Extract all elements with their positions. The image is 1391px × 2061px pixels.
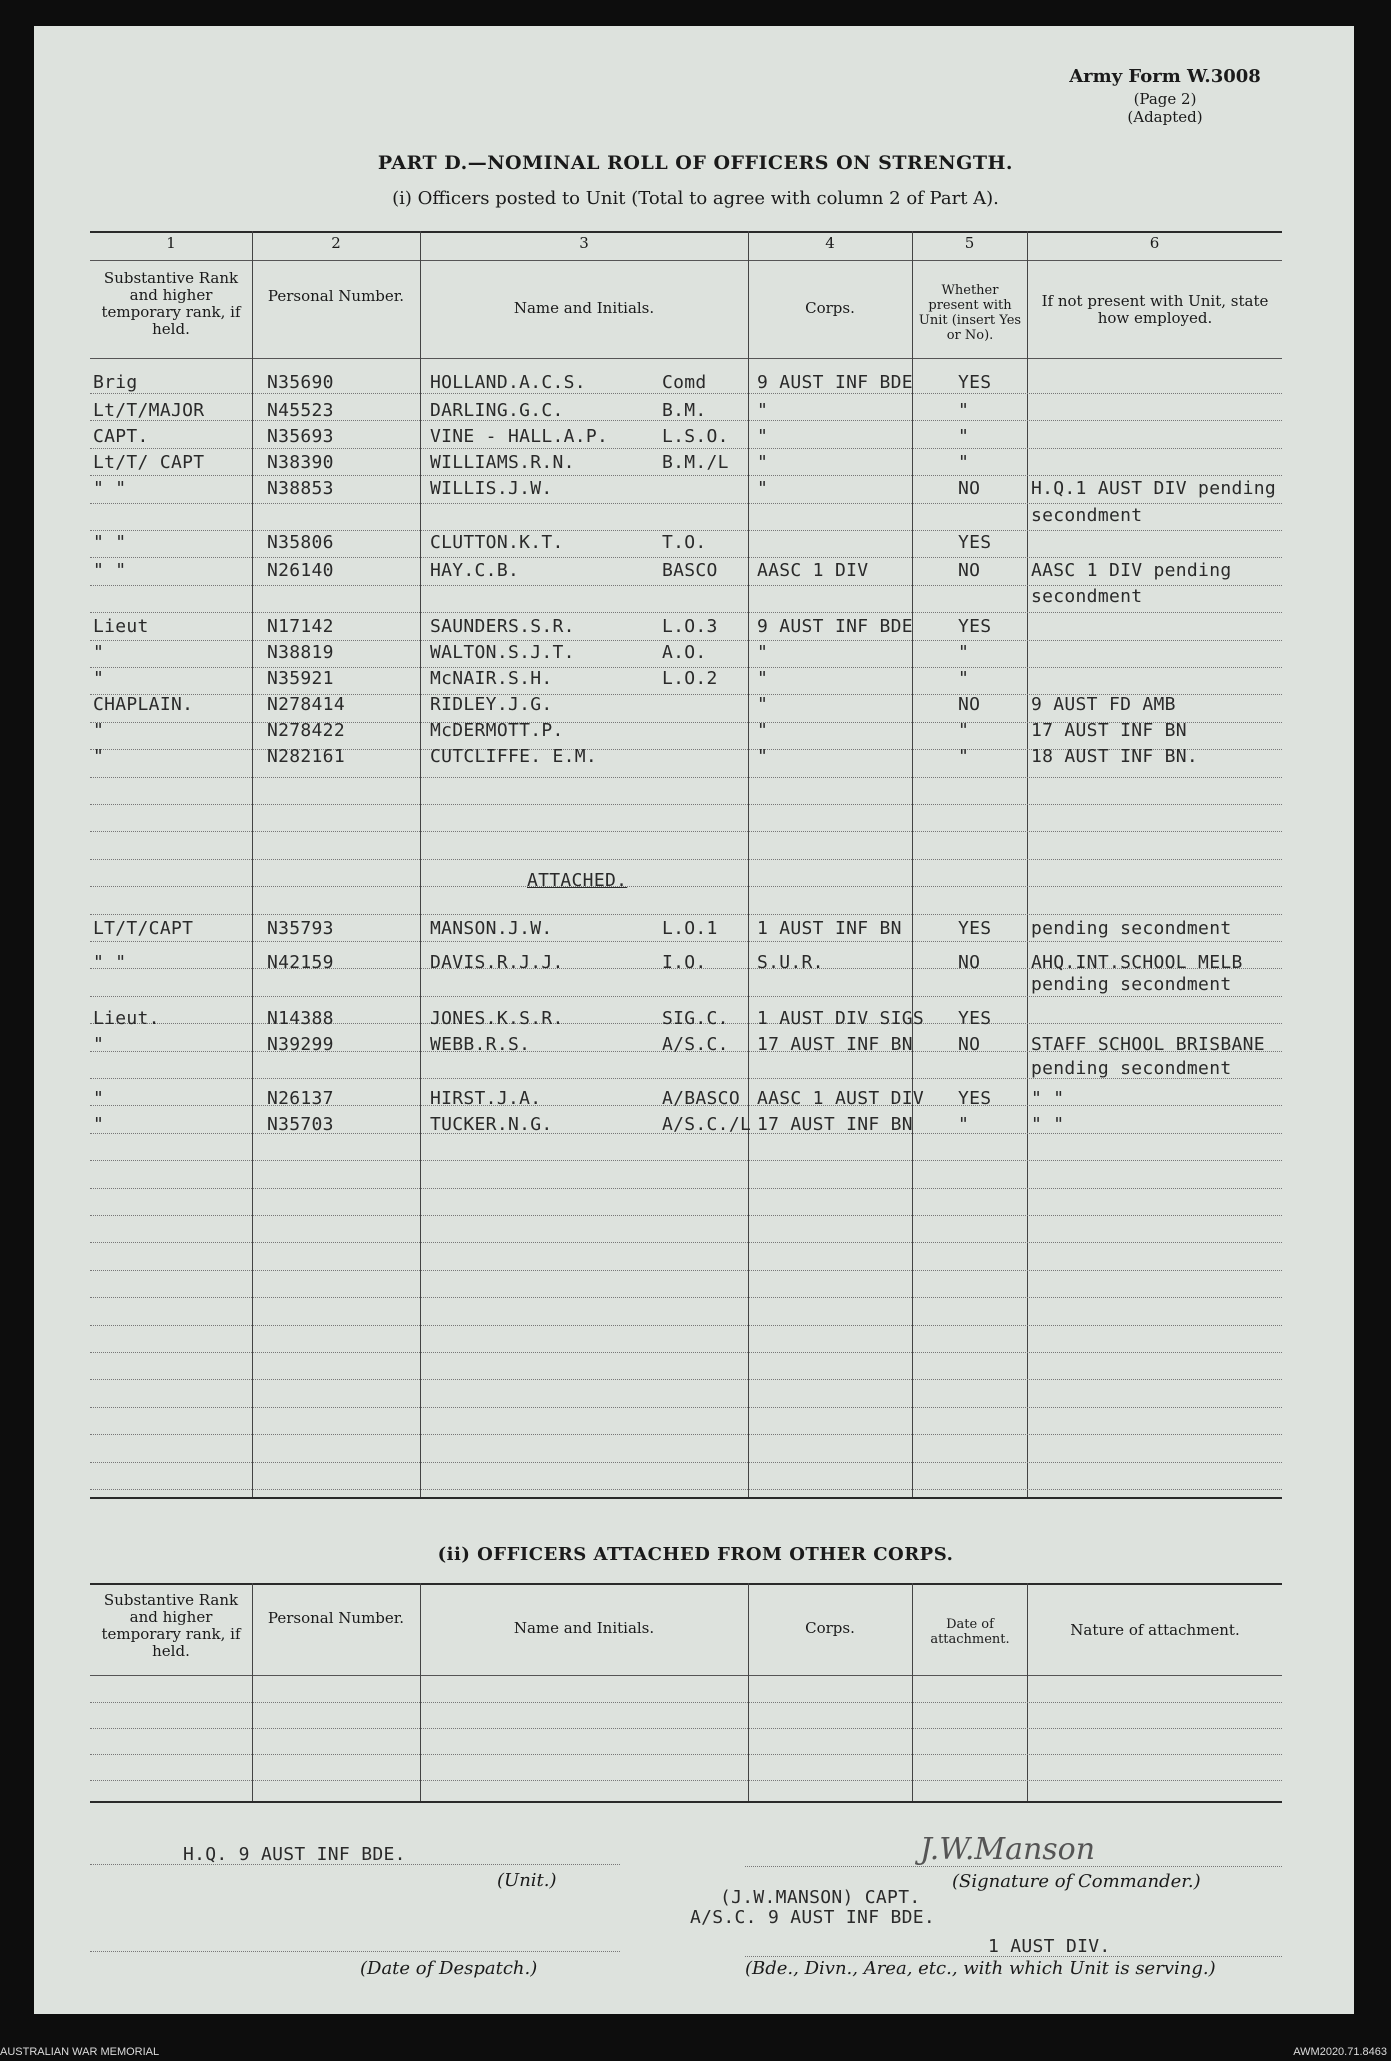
cell-corps: 9 AUST INF BDE xyxy=(757,616,913,637)
table-row-rule xyxy=(90,1242,1282,1243)
table-row-rule xyxy=(90,503,1282,504)
cell-employed: AASC 1 DIV pending xyxy=(1031,560,1232,581)
table-row-rule xyxy=(90,612,1282,613)
table-row-rule xyxy=(90,1270,1282,1271)
col-divider xyxy=(252,1583,253,1801)
table-row-rule xyxy=(90,640,1282,641)
cell-employed: STAFF SCHOOL BRISBANE xyxy=(1031,1034,1265,1055)
signature-label: (Signature of Commander.) xyxy=(952,1871,1201,1892)
cell-name: WILLIS.J.W. xyxy=(430,478,553,499)
cell-number: N35690 xyxy=(267,372,334,393)
cell-name: WALTON.S.J.T. xyxy=(430,642,575,663)
cell-corps: " xyxy=(757,642,769,663)
cell-rank: " " xyxy=(93,952,127,973)
table-row-rule xyxy=(90,1489,1282,1490)
cell-number: N38853 xyxy=(267,478,334,499)
cell-rank: Brig xyxy=(93,372,138,393)
column-number: 6 xyxy=(1149,234,1160,252)
cell-name: VINE - HALL.A.P. xyxy=(430,426,609,447)
cell-employed: " " xyxy=(1031,1114,1065,1135)
cell-corps: " xyxy=(757,746,769,767)
cell-rank: " xyxy=(93,642,105,663)
cell-corps: " xyxy=(757,668,769,689)
cell-number: N17142 xyxy=(267,616,334,637)
part2-header-nature: Nature of attachment. xyxy=(1070,1621,1240,1639)
cell-appt: Comd xyxy=(662,372,707,393)
cell-employed: secondment xyxy=(1031,505,1143,526)
cell-corps: AASC 1 DIV xyxy=(757,560,869,581)
cell-present: YES xyxy=(958,372,992,393)
cell-name: WEBB.R.S. xyxy=(430,1034,531,1055)
part2-title: (ii) OFFICERS ATTACHED FROM OTHER CORPS. xyxy=(437,1544,954,1565)
header-rank: Substantive Rank and higher temporary rank, if held. xyxy=(101,269,241,338)
col-divider xyxy=(420,1583,421,1801)
cell-corps: " xyxy=(757,694,769,715)
cell-employed: pending secondment xyxy=(1031,1058,1232,1079)
cell-employed: 18 AUST INF BN. xyxy=(1031,746,1199,767)
division-value: 1 AUST DIV. xyxy=(988,1936,1111,1957)
cell-employed: pending secondment xyxy=(1031,974,1232,995)
cell-number: N26137 xyxy=(267,1088,334,1109)
cell-number: N42159 xyxy=(267,952,334,973)
cell-number: N35703 xyxy=(267,1114,334,1135)
cell-present: YES xyxy=(958,616,992,637)
caption-left: AUSTRALIAN WAR MEMORIAL xyxy=(0,2046,160,2058)
table-row-rule xyxy=(90,557,1282,558)
cell-corps: 1 AUST DIV SIGS xyxy=(757,1008,925,1029)
header-corps: Corps. xyxy=(805,299,855,317)
table-row-rule xyxy=(90,1160,1282,1161)
part2-header-rank: Substantive Rank and higher temporary rank, if held. xyxy=(101,1591,241,1660)
table-row-rule xyxy=(90,475,1282,476)
header-personal-number: Personal Number. xyxy=(267,287,405,305)
cell-corps: 1 AUST INF BN xyxy=(757,918,902,939)
cell-present: NO xyxy=(958,1034,981,1055)
col-divider xyxy=(748,1583,749,1801)
attached-heading: ATTACHED. xyxy=(527,870,628,891)
cell-corps: " xyxy=(757,720,769,741)
cell-appt: SIG.C. xyxy=(662,1008,729,1029)
table-row-rule xyxy=(90,1188,1282,1189)
cell-rank: LT/T/CAPT xyxy=(93,918,194,939)
header-employed: If not present with Unit, state how employed. xyxy=(1041,292,1269,327)
cell-rank: Lt/T/MAJOR xyxy=(93,400,205,421)
table-bottom-rule xyxy=(90,1497,1282,1499)
part2-row-rule xyxy=(90,1780,1282,1781)
part2-header-rule xyxy=(90,1675,1282,1676)
cell-employed: 9 AUST FD AMB xyxy=(1031,694,1176,715)
part2-header-date: Date of attachment. xyxy=(930,1617,1010,1647)
cell-name: HOLLAND.A.C.S. xyxy=(430,372,586,393)
signature-line xyxy=(745,1866,1282,1867)
unit-value: H.Q. 9 AUST INF BDE. xyxy=(183,1844,406,1865)
cell-employed: H.Q.1 AUST DIV pending xyxy=(1031,478,1277,499)
column-number: 3 xyxy=(579,234,589,252)
cell-name: JONES.K.S.R. xyxy=(430,1008,564,1029)
table-row-rule xyxy=(90,1325,1282,1326)
table-row-rule xyxy=(90,1379,1282,1380)
cell-present: YES xyxy=(958,1088,992,1109)
table-row-rule xyxy=(90,777,1282,778)
table-row-rule xyxy=(90,831,1282,832)
form-number: Army Form W.3008 xyxy=(1069,66,1261,87)
part2-header-name: Name and Initials. xyxy=(513,1619,655,1637)
part2-row-rule xyxy=(90,1728,1282,1729)
cell-present: YES xyxy=(958,1008,992,1029)
cell-rank: Lt/T/ CAPT xyxy=(93,452,205,473)
cell-appt: A/S.C./L xyxy=(662,1114,752,1135)
table-row-rule xyxy=(90,1434,1282,1435)
table-row-rule xyxy=(90,448,1282,449)
cell-present: NO xyxy=(958,952,981,973)
cell-number: N38819 xyxy=(267,642,334,663)
date-label: (Date of Despatch.) xyxy=(360,1958,538,1979)
part2-header-number: Personal Number. xyxy=(267,1609,405,1627)
cell-name: HIRST.J.A. xyxy=(430,1088,542,1109)
page-subtitle: (i) Officers posted to Unit (Total to agree with column 2 of Part A). xyxy=(392,188,999,209)
form-page: (Page 2) xyxy=(1133,90,1197,108)
table-row-rule xyxy=(90,1352,1282,1353)
cell-appt: A/S.C. xyxy=(662,1034,729,1055)
cell-name: DARLING.G.C. xyxy=(430,400,564,421)
cell-appt: A/BASCO xyxy=(662,1088,740,1109)
cell-present: NO xyxy=(958,694,981,715)
cell-corps: AASC 1 AUST DIV xyxy=(757,1088,925,1109)
cell-present: YES xyxy=(958,918,992,939)
part2-top-rule xyxy=(90,1583,1282,1585)
column-number: 2 xyxy=(331,234,341,252)
part2-row-rule xyxy=(90,1702,1282,1703)
cell-rank: " xyxy=(93,746,105,767)
cell-present: " xyxy=(958,668,970,689)
cell-rank: Lieut xyxy=(93,616,149,637)
cell-rank: " " xyxy=(93,478,127,499)
cell-appt: I.O. xyxy=(662,952,707,973)
cell-name: MANSON.J.W. xyxy=(430,918,553,939)
col-divider xyxy=(1027,1583,1028,1801)
unit-label: (Unit.) xyxy=(497,1870,557,1891)
cell-appt: L.S.O. xyxy=(662,426,729,447)
cell-present: NO xyxy=(958,478,981,499)
cell-present: " xyxy=(958,400,970,421)
cell-name: WILLIAMS.R.N. xyxy=(430,452,575,473)
table-row-rule xyxy=(90,1215,1282,1216)
cell-name: McDERMOTT.P. xyxy=(430,720,564,741)
table-row-rule xyxy=(90,804,1282,805)
caption-right: AWM2020.71.8463 xyxy=(1293,2046,1387,2058)
cell-corps: S.U.R. xyxy=(757,952,824,973)
signature-name: (J.W.MANSON) CAPT. xyxy=(720,1887,921,1908)
cell-rank: " " xyxy=(93,532,127,553)
table-row-rule xyxy=(90,859,1282,860)
page-title: PART D.—NOMINAL ROLL OF OFFICERS ON STRENGTH. xyxy=(377,152,1014,174)
cell-employed: " " xyxy=(1031,1088,1065,1109)
table-row-rule xyxy=(90,941,1282,942)
header-number-rule xyxy=(90,260,1282,261)
header-bottom-rule xyxy=(90,358,1282,359)
part2-header-corps: Corps. xyxy=(805,1619,855,1637)
cell-rank: " xyxy=(93,720,105,741)
cell-rank: Lieut. xyxy=(93,1008,160,1029)
column-number: 5 xyxy=(964,234,975,252)
cell-name: McNAIR.S.H. xyxy=(430,668,553,689)
cell-number: N39299 xyxy=(267,1034,334,1055)
bde-label: (Bde., Divn., Area, etc., with which Unit is serving.) xyxy=(745,1958,1216,1979)
form-adapted: (Adapted) xyxy=(1127,108,1203,126)
column-number: 1 xyxy=(166,234,176,252)
commander-signature: J.W.Manson xyxy=(920,1832,1096,1867)
part2-bottom-rule xyxy=(90,1801,1282,1803)
table-row-rule xyxy=(90,1462,1282,1463)
cell-name: SAUNDERS.S.R. xyxy=(430,616,575,637)
cell-employed: secondment xyxy=(1031,586,1143,607)
cell-name: TUCKER.N.G. xyxy=(430,1114,553,1135)
signature-role: A/S.C. 9 AUST INF BDE. xyxy=(690,1907,936,1928)
cell-rank: CAPT. xyxy=(93,426,149,447)
table-top-rule xyxy=(90,231,1282,233)
cell-present: YES xyxy=(958,532,992,553)
cell-present: NO xyxy=(958,560,981,581)
cell-corps: 17 AUST INF BN xyxy=(757,1114,913,1135)
cell-name: CLUTTON.K.T. xyxy=(430,532,564,553)
table-row-rule xyxy=(90,914,1282,915)
cell-number: N14388 xyxy=(267,1008,334,1029)
cell-number: N278414 xyxy=(267,694,345,715)
cell-rank: " xyxy=(93,668,105,689)
cell-number: N38390 xyxy=(267,452,334,473)
cell-number: N35921 xyxy=(267,668,334,689)
header-present: Whether present with Unit (insert Yes or No). xyxy=(918,283,1022,343)
cell-appt: B.M./L xyxy=(662,452,729,473)
col-divider xyxy=(912,1583,913,1801)
cell-rank: " " xyxy=(93,560,127,581)
cell-number: N45523 xyxy=(267,400,334,421)
table-row-rule xyxy=(90,1407,1282,1408)
table-row-rule xyxy=(90,886,1282,887)
cell-employed: pending secondment xyxy=(1031,918,1232,939)
cell-number: N35806 xyxy=(267,532,334,553)
cell-rank: " xyxy=(93,1114,105,1135)
cell-rank: " xyxy=(93,1034,105,1055)
cell-present: " xyxy=(958,642,970,663)
cell-appt: B.M. xyxy=(662,400,707,421)
cell-appt: L.O.1 xyxy=(662,918,718,939)
cell-appt: L.O.2 xyxy=(662,668,718,689)
cell-corps: 9 AUST INF BDE xyxy=(757,372,913,393)
cell-corps: " xyxy=(757,452,769,473)
cell-present: " xyxy=(958,426,970,447)
cell-number: N278422 xyxy=(267,720,345,741)
cell-number: N26140 xyxy=(267,560,334,581)
cell-present: " xyxy=(958,1114,970,1135)
date-line xyxy=(90,1951,620,1952)
cell-number: N35693 xyxy=(267,426,334,447)
table-row-rule xyxy=(90,393,1282,394)
column-number: 4 xyxy=(825,234,835,252)
table-row-rule xyxy=(90,996,1282,997)
cell-rank: " xyxy=(93,1088,105,1109)
cell-present: " xyxy=(958,746,970,767)
cell-number: N35793 xyxy=(267,918,334,939)
cell-name: RIDLEY.J.G. xyxy=(430,694,553,715)
cell-appt: T.O. xyxy=(662,532,707,553)
cell-name: HAY.C.B. xyxy=(430,560,520,581)
cell-number: N282161 xyxy=(267,746,345,767)
cell-appt: L.O.3 xyxy=(662,616,718,637)
cell-name: DAVIS.R.J.J. xyxy=(430,952,564,973)
cell-corps: " xyxy=(757,400,769,421)
cell-present: " xyxy=(958,720,970,741)
cell-appt: A.O. xyxy=(662,642,707,663)
division-line xyxy=(745,1956,1282,1957)
header-name: Name and Initials. xyxy=(513,299,655,317)
cell-employed: AHQ.INT.SCHOOL MELB xyxy=(1031,952,1243,973)
cell-appt: BASCO xyxy=(662,560,718,581)
cell-name: CUTCLIFFE. E.M. xyxy=(430,746,598,767)
cell-corps: " xyxy=(757,478,769,499)
cell-corps: " xyxy=(757,426,769,447)
cell-employed: 17 AUST INF BN xyxy=(1031,720,1187,741)
table-row-rule xyxy=(90,1297,1282,1298)
cell-present: " xyxy=(958,452,970,473)
part2-row-rule xyxy=(90,1754,1282,1755)
table-row-rule xyxy=(90,530,1282,531)
cell-rank: CHAPLAIN. xyxy=(93,694,194,715)
cell-corps: 17 AUST INF BN xyxy=(757,1034,913,1055)
